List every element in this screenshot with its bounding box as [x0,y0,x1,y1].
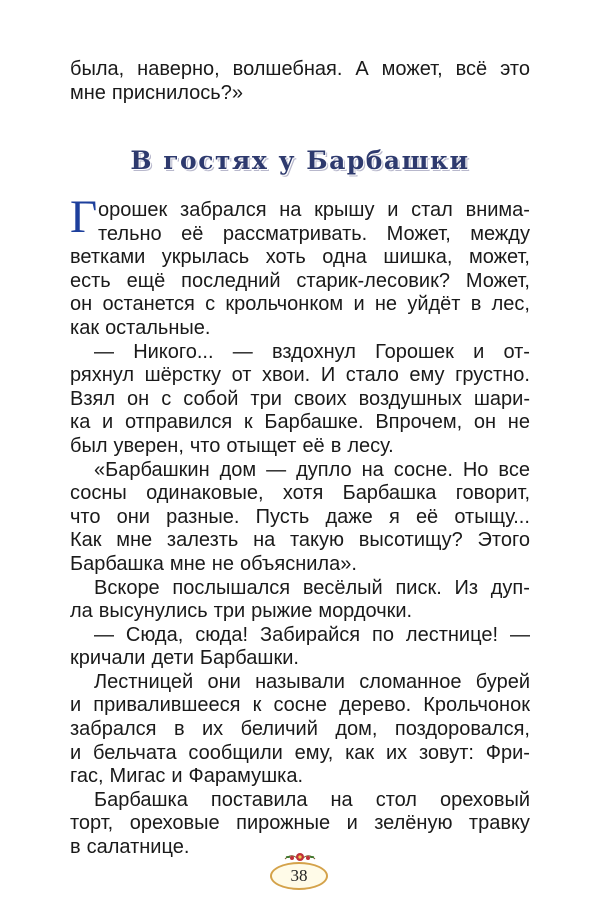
word: говорит, [455,482,530,505]
word: три [250,387,282,410]
word: может, [381,58,443,80]
body-text [70,199,530,860]
word: называли [255,670,345,693]
word: что [189,434,221,457]
word: не [507,411,530,434]
word: сломанное [359,670,462,693]
word: ещё [126,269,166,292]
text-line [70,58,530,82]
word: высотищу? [358,529,463,552]
word: есть [70,269,111,292]
text-line [70,553,530,577]
text-line [70,529,530,553]
word: дупло [296,458,352,481]
text-line [70,246,530,270]
word: крольчонком [225,293,344,316]
word: И [320,364,336,387]
word: между [470,222,530,245]
text-line [70,364,530,388]
word: залезть [166,529,239,552]
word: шишка, [383,246,453,269]
word: хвои. [261,364,311,387]
word: Вскоре [94,576,160,599]
word: Барбашка [70,552,164,575]
word: с [205,293,216,316]
word: шари- [473,387,530,410]
word: это [500,58,530,80]
text-line [70,435,530,459]
word: может, [468,246,530,269]
word: Фарамушка. [188,765,303,788]
word: дуп- [490,576,530,599]
text-line [70,624,530,648]
word: ветками [70,246,146,269]
word: Взял [70,387,116,410]
word: волшебная. [232,58,343,80]
word: Впрочем, [375,411,463,434]
word: по [372,623,394,646]
word: с [161,387,172,410]
word: Забирайся [260,623,361,646]
word: лес, [491,293,530,316]
word: и [102,411,114,434]
text-line [70,647,530,671]
word: последний [181,269,281,292]
word: одинаковые, [146,482,264,505]
word: одна [322,246,367,269]
word: и [346,812,358,835]
word: мне [70,81,106,104]
word: даже [325,505,373,528]
word: торт, [70,812,114,835]
word: хотя [282,482,324,505]
word: и [171,765,183,788]
word: послышался [172,576,291,599]
word: не [374,293,398,316]
page-footer [0,850,600,900]
word: ряхнул [70,364,135,387]
word: Барбашки. [199,647,299,670]
word: — [94,623,114,646]
word: травку [468,812,530,835]
word: Может, [465,269,530,292]
word: собой [183,387,239,410]
word: дети [151,647,194,670]
word: её [302,434,325,457]
word: Фри- [485,741,530,764]
word: гас, [70,765,104,788]
word: Сюда, [125,623,184,646]
word: лесу. [347,434,394,457]
word: наверно, [137,58,220,80]
word: и [473,340,485,363]
word: дом [219,458,257,481]
word: в [70,836,81,859]
word: шёрстку [144,364,222,387]
word: Никого... [133,340,214,363]
text-line [70,223,530,247]
word: ка [70,411,91,434]
top-text [70,58,530,105]
word: — [509,623,530,646]
text-line [70,812,530,836]
word: не [211,552,234,575]
word: был [70,434,108,457]
text-line [70,388,530,412]
word: — [94,340,114,363]
text-line [70,459,530,483]
word: беличий [240,718,318,741]
word: бельчата [92,741,177,764]
word: Пусть [255,505,310,528]
word: три [213,600,246,623]
word: ему, [294,741,334,764]
word: поздоровался, [394,718,530,741]
word: ореховый [440,788,530,811]
word: внима- [465,199,530,221]
word: Горошек [375,340,454,363]
word: они [207,670,241,693]
word: стало [345,364,399,387]
word: Крольчонок [423,694,530,717]
word: дерево. [339,694,412,717]
word: тельно [98,222,162,245]
word: пирожные [236,812,331,835]
word: вздохнул [271,340,356,363]
word: Как [70,529,102,552]
word: мне [169,552,206,575]
word: Барбашке. [264,411,364,434]
word: стал [411,199,453,221]
word: на [253,529,276,552]
word: грустно. [455,364,530,387]
word: сюда! [195,623,249,646]
word: высунулись [98,600,208,623]
word: Из [454,576,479,599]
word: Но [462,458,489,481]
word: ореховые [129,812,220,835]
word: привалившееся [93,694,241,717]
word: лестнице! [405,623,499,646]
word: — [232,340,253,363]
word: А [355,58,369,80]
word: мордочки. [318,600,413,623]
word: их [202,718,224,741]
text-line [70,765,530,789]
word: писк. [395,576,442,599]
word: он [70,293,93,316]
text-line [70,600,530,624]
word: была, [70,58,125,80]
word: и [353,293,365,316]
word: я [388,505,400,528]
word: Этого [477,529,530,552]
word: как [345,741,375,764]
word: старик-лесовик? [296,269,450,292]
word: что [70,505,101,528]
word: отыщет [226,434,297,457]
word: и [70,741,82,764]
word: рыжие [251,600,313,623]
word: от [231,364,252,387]
word: на [279,199,302,221]
word: уверен, [113,434,184,457]
word: крышу [314,199,375,221]
text-line [70,293,530,317]
word: зовут: [418,741,474,764]
word: Мигас [109,765,166,788]
word: как [70,316,100,339]
word: стол [375,788,417,811]
word: и [70,694,82,717]
word: отыщу... [454,505,530,528]
word: в [173,718,185,741]
word: забрался [70,718,157,741]
word: зелёную [374,812,453,835]
word: своих [293,387,347,410]
word: сосне. [393,458,453,481]
text-line [70,506,530,530]
word: в [330,434,342,457]
word: сообщили [188,741,283,764]
word: он [127,387,150,410]
chapter-title: В гостях у Барбашки [130,146,470,175]
word: разные. [166,505,240,528]
word: Барбашка [94,788,188,811]
text-line [70,718,530,742]
word: к [252,694,262,717]
text-line [70,742,530,766]
text-line [70,341,530,365]
text-line [70,82,530,106]
word: поставила [210,788,308,811]
drop-cap: Г [70,191,98,243]
word: ла [70,600,93,623]
word: «Барбашкин [94,458,210,481]
word: к [243,411,253,434]
word: ему [409,364,445,387]
word: остальные. [105,316,211,339]
word: и [387,199,399,221]
word: в [470,293,482,316]
text-line [70,789,530,813]
text-line [70,317,530,341]
text-line [70,482,530,506]
word: они [116,505,150,528]
word: — [266,458,287,481]
text-line [70,199,530,223]
page-number: 38 [270,862,328,890]
text-line [70,577,530,601]
word: забрался [180,199,267,221]
word: останется [102,293,195,316]
word: всё [455,58,488,80]
word: все [498,458,530,481]
text-line [70,694,530,718]
word: дом, [335,718,378,741]
word: Может, [386,222,451,245]
word: весёлый [302,576,383,599]
word: на [330,788,353,811]
word: Барбашка [342,482,437,505]
word: отправился [124,411,233,434]
word: уйдёт [407,293,461,316]
word: мне [116,529,153,552]
word: Лестницей [94,670,194,693]
word: сосне [273,694,327,717]
word: салатнице. [86,836,190,859]
word: их [385,741,408,764]
word: укрылась [161,246,250,269]
word: он [473,411,497,434]
word: такую [289,529,345,552]
word: объяснила». [239,552,357,575]
word: рассматривать. [222,222,368,245]
word: её [181,222,204,245]
word: бурей [475,670,530,693]
text-line [70,411,530,435]
word: орошек [98,199,168,221]
word: от- [503,340,530,363]
word: кричали [70,647,146,670]
text-line [70,270,530,294]
word: приснилось?» [111,81,243,104]
word: сосны [70,482,127,505]
word: воздушных [358,387,462,410]
text-line [70,671,530,695]
word: на [361,458,384,481]
word: хоть [265,246,306,269]
word: её [415,505,439,528]
